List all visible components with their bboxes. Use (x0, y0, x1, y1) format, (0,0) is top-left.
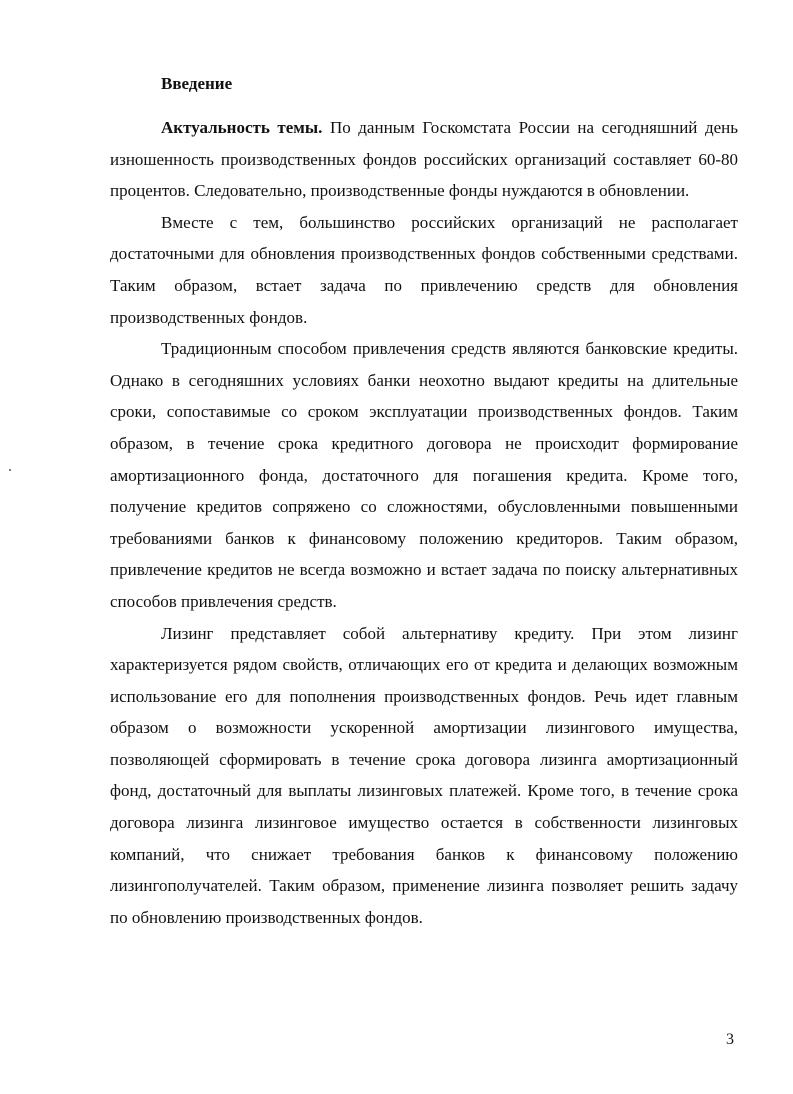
section-heading: Введение (161, 74, 233, 93)
paragraph-bank-credits: Традиционным способом привлечения средств являются банковские кредиты. Однако в сегодняшних условиях банки неохотно выдают кредиты на длительные сроки, сопоставимые со сроком эксплуатации производственных фондов. Таким образом, в течение срока кредитного договора не происходит формирование амортизационного фонда, достаточного для погашения кредита. Кроме того, получение кредитов сопряжено со сложностями, обусловленными повышенными требованиями банков к финансовому положению кредиторов. Таким образом, привлечение кредитов не всегда возможно и встает задача по поиску альтернативных способов привлечения средств. (110, 339, 738, 611)
paragraph-relevance (110, 112, 738, 207)
paragraph-text: По данным Госкомстата России на сегодняшний день изношенность производственных фондов российских организаций составляет 60-80 процентов. Следовательно, производственные фонды нуждаются в обновлении. (110, 118, 738, 201)
page-number: 3 (726, 1031, 734, 1048)
body-text (110, 112, 738, 933)
paragraph-lead: Актуальность темы. (161, 118, 323, 137)
paragraph-own-funds: Вместе с тем, большинство российских организаций не располагает достаточными для обновления производственных фондов собственными средствами. Таким образом, встает задача по привлечению средств для обновления производственных фондов. (110, 212, 738, 327)
scan-artifact (9, 469, 11, 471)
paragraph-leasing: Лизинг представляет собой альтернативу кредиту. При этом лизинг характеризуется рядом свойств, отличающих его от кредита и делающих возможным использование его для пополнения производственных фондов. Речь идет главным образом о возможности ускоренной амортизации лизингового имущества, позволяющей сформировать в течение срока договора лизинга амортизационный фонд, достаточный для выплаты лизинговых платежей. Кроме того, в течение срока договора лизинга лизинговое имущество остается в собственности лизинговых компаний, что снижает требования банков к финансовому положению лизингополучателей. Таким образом, применение лизинга позволяет решить задачу по обновлению производственных фондов. (110, 623, 738, 927)
